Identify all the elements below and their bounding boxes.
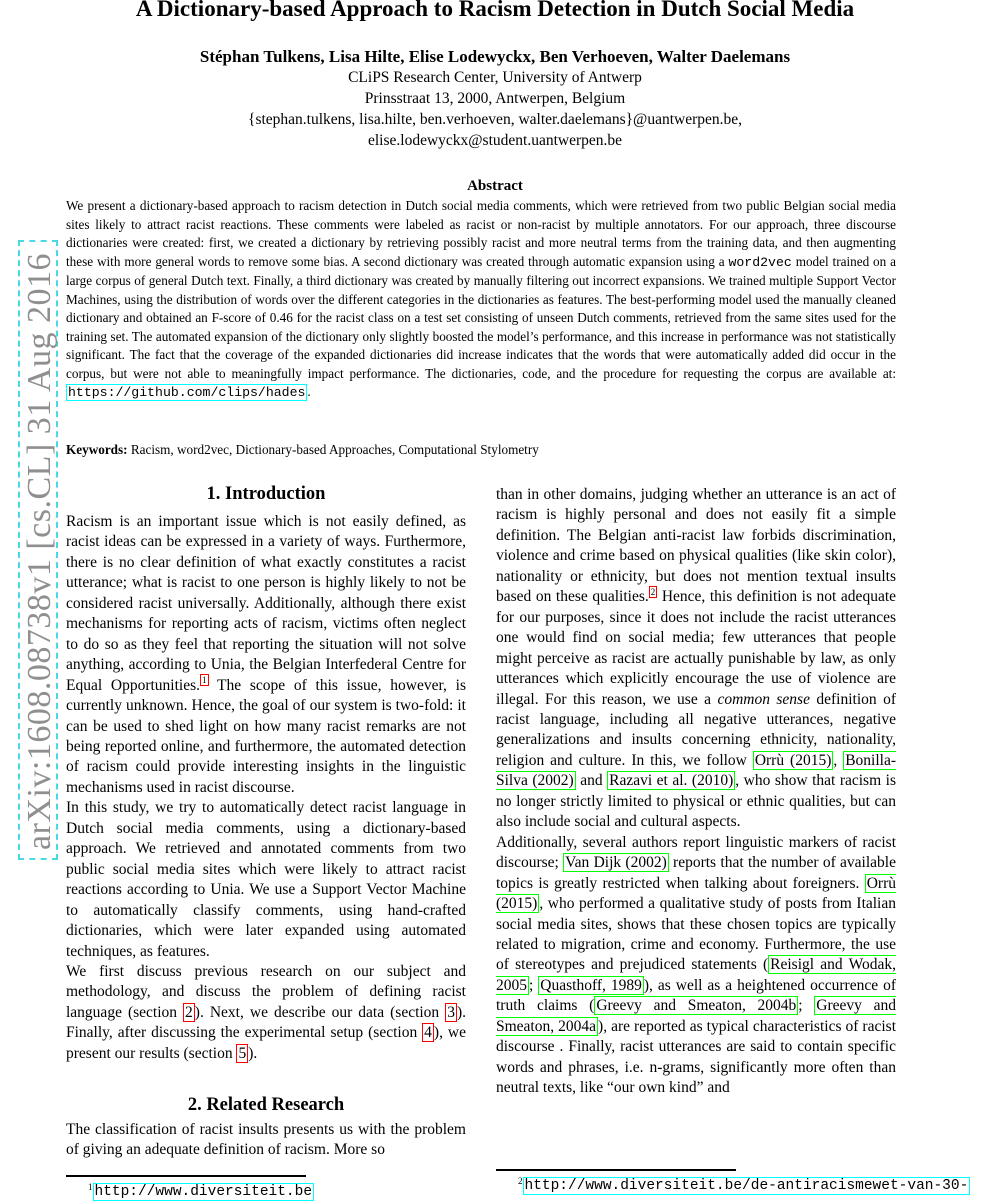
section-4-link[interactable]: 4 [424,1024,432,1042]
keywords-label: Keywords: [66,442,128,457]
paragraph [496,833,896,1099]
keywords-line [66,440,896,459]
affiliation-line: CLiPS Research Center, University of Antwerp [348,69,642,86]
paragraph: In this study, we try to automatically detect racist language in Dutch social media comments, using a dictionary-based approach. We retrieved and annotated comments from two public social media sites which were likely to attract racist reactions according to Unia. We use a Support Vector Machine to automatically classify comments, using hand-crafted dictionaries, which were later expanded using automated techniques, as features. [66,799,466,960]
paragraph-text: than in other domains, judging whether an utterance is an act of racism is highly personal and does not easily fit a simple definition. The Belgian anti-racist law forbids discrimination, violence and crime based on physical qualities (like skin color), nationality or ethnicity, but does not mention textual insults based on these qualities. [496,486,896,606]
paragraph-text: ). Next, we describe our data (section [194,1003,446,1021]
footnote-divider [66,1175,306,1177]
paragraph-text: Hence, this definition is not adequate for our purposes, since it does not include the racist utterances one would find on social media; few utterances that people might perceive as racist are actually punishable by law, as only utterances which explicitly encourage the use of violence are illegal. For this reason, we use a [496,588,897,708]
paragraph-text: , who performed a qualitative study of posts from Italian social media sites, shows that these chosen topics are typically related to migration, crime and economy. Furthermore, the use of stereotypes and prejudiced statements ( [496,895,896,974]
paragraph-text: , [833,751,844,769]
citation-link[interactable]: Quasthoff, 1989 [540,976,642,994]
paragraph-text: Racism is an important issue which is not easily defined, as racist ideas can be expressed in a variety of ways. Furthermore, there is no clear definition of what exactly constitutes a racist utterance; what is racist to one person is highly likely to not be considered racist universally. Additionally, although there exist mechanisms for reporting acts of racism, victims often neglect to do so as they feel that reporting the situation will not solve anything, according to Unia, the Belgian Interfederal Centre for Equal Opportunities. [66,513,466,694]
keywords-text: Racism, word2vec, Dictionary-based Approaches, Computational Stylometry [127,442,539,457]
citation-link[interactable]: Van Dijk (2002) [565,854,667,872]
left-column [66,512,466,1064]
abstract-text: model trained on a large corpus of general Dutch text. Finally, a third dictionary was created by manually filtering out incorrect expansions. We trained multiple Support Vector Machines, using the distribution of words over the different categories in the dictionaries as features. The best-performing model used the manually cleaned dictionary and obtained an F-score of 0.46 for the racist class on a test set consisting of unseen Dutch comments, retrieved from the same sites used for the training set. The automated expansion of the dictionary only slightly boosted the model’s performance, and this increase in performance was not statistically significant. The fact that the coverage of the expanded dictionaries did increase indicates that the words that were automatically added did occur in the corpus, but were not able to meaningfully impact performance. The dictionaries, code, and the procedure for requesting the corpus are available at: [66,253,896,381]
abstract-heading: Abstract [467,178,523,194]
paragraph-text: definition of racist language, including all negative utterances, negative generalizations and insults concerning ethnicity, nationality, religion and culture. In this, we follow [496,690,896,769]
section-heading-related-research: 2. Related Research [187,1095,345,1115]
footnote-2-marker[interactable]: 2 [650,587,656,598]
email-line: {stephan.tulkens, lisa.hilte, ben.verhoeven, walter.daelemans}@uantwerpen.be, [248,111,742,128]
affiliation-block [0,67,990,151]
github-link[interactable]: https://github.com/clips/hades [68,385,306,401]
email-line: elise.lodewyckx@student.uantwerpen.be [367,132,623,149]
abstract-model-name: word2vec [728,254,792,270]
section-heading-introduction: 1. Introduction [206,484,326,504]
citation-link[interactable]: Reisigl and Wodak, 2005 [496,956,896,994]
footnote-1 [88,1183,314,1200]
paragraph [496,485,896,833]
paragraph-text: Additionally, several authors report linguistic markers of racist discourse; [496,833,896,872]
citation-link[interactable]: Greevy and Smeaton, 2004b [596,997,797,1015]
paragraph-text: ), are reported as typical characteristics of racist discourse . Finally, racist utterances are said to contain specific words and phrases, i.e. n-grams, significantly more often than neutral texts, like “our own kind” and [496,1017,896,1097]
paragraph-text: ), as well as a heightened occurrence of truth claims ( [496,976,896,1015]
paragraph-text: ). [248,1044,258,1062]
arxiv-identifier-stamp[interactable]: arXiv:1608.08738v1 [cs.CL] 31 Aug 2016 [18,240,58,860]
footnote-2 [518,1177,970,1194]
citation-link[interactable]: Razavi et al. (2010) [609,772,734,790]
citation-link[interactable]: Orrù (2015) [496,874,896,913]
paragraph-text: ). Finally, after discussing the experimental setup (section [66,1003,466,1042]
paragraph-text: ), we present our results (section [66,1024,466,1062]
footnote-divider [496,1169,736,1171]
paragraph-text: We first discuss previous research on our subject and methodology, and discuss the problem of defining racist language (section [66,962,466,1021]
paragraph-text: The scope of this issue, however, is currently unknown. Hence, the goal of our system is two-fold: it can be used to shed light on how many racist remarks are not being reported online, and furthermore, the automated detection of racism could provide interesting insights in the linguistic mechanisms used in racist discourse. [66,676,467,796]
section-5-link[interactable]: 5 [238,1044,247,1062]
footnote-number: 1 [88,1182,93,1192]
paragraph-text: reports that the number of available topics is greatly restricted when talking about foreigners. [496,854,896,892]
citation-link[interactable]: Orrù (2015) [754,751,832,769]
abstract-text: We present a dictionary-based approach to racism detection in Dutch social media comments, which were retrieved from two public Belgian social media sites likely to attract racist reactions. These comments were labeled as racist or non-racist by multiple annotators. For our approach, three discourse dictionaries were created: first, we created a dictionary by retrieving possibly racist and more neutral terms from the training data, and then augmenting these with more general words to remove some bias. A second dictionary was created through automatic expansion using a [66,198,896,269]
related-research-body [66,1120,466,1161]
footnote-2-url[interactable]: http://www.diversiteit.be/de-antiracismewet-van-30- [524,1178,969,1194]
affiliation-line: Prinsstraat 13, 2000, Antwerpen, Belgium [364,90,626,107]
citation-link[interactable]: Bonilla-Silva (2002) [496,751,897,790]
paragraph [66,512,466,798]
abstract-text: . [307,384,311,400]
abstract-body [66,197,896,403]
citation-link[interactable]: Greevy and Smeaton, 2004a [496,997,896,1035]
paragraph-text: and [575,772,608,790]
footnote-number: 2 [518,1176,523,1186]
section-3-link[interactable]: 3 [447,1003,455,1021]
right-column [496,485,896,1099]
paper-title: A Dictionary-based Approach to Racism Detection in Dutch Social Media [135,0,855,21]
emphasis-text: common sense [717,690,810,708]
footnote-1-url[interactable]: http://www.diversiteit.be [94,1184,313,1200]
footnote-1-marker[interactable]: 1 [202,675,207,686]
paragraph: The classification of racist insults presents us with the problem of giving an adequate definition of racism. More so [66,1121,466,1159]
paragraph-text: ; [529,976,539,994]
paragraph [66,962,466,1064]
author-list: Stéphan Tulkens, Lisa Hilte, Elise Lodewyckx, Ben Verhoeven, Walter Daelemans [199,47,791,66]
section-2-link[interactable]: 2 [185,1003,193,1021]
paragraph-text: ; [798,997,815,1015]
paragraph-text: , who show that racism is no longer strictly limited to physical or ethnic qualities, but can also include social and cultural aspects. [496,772,896,831]
